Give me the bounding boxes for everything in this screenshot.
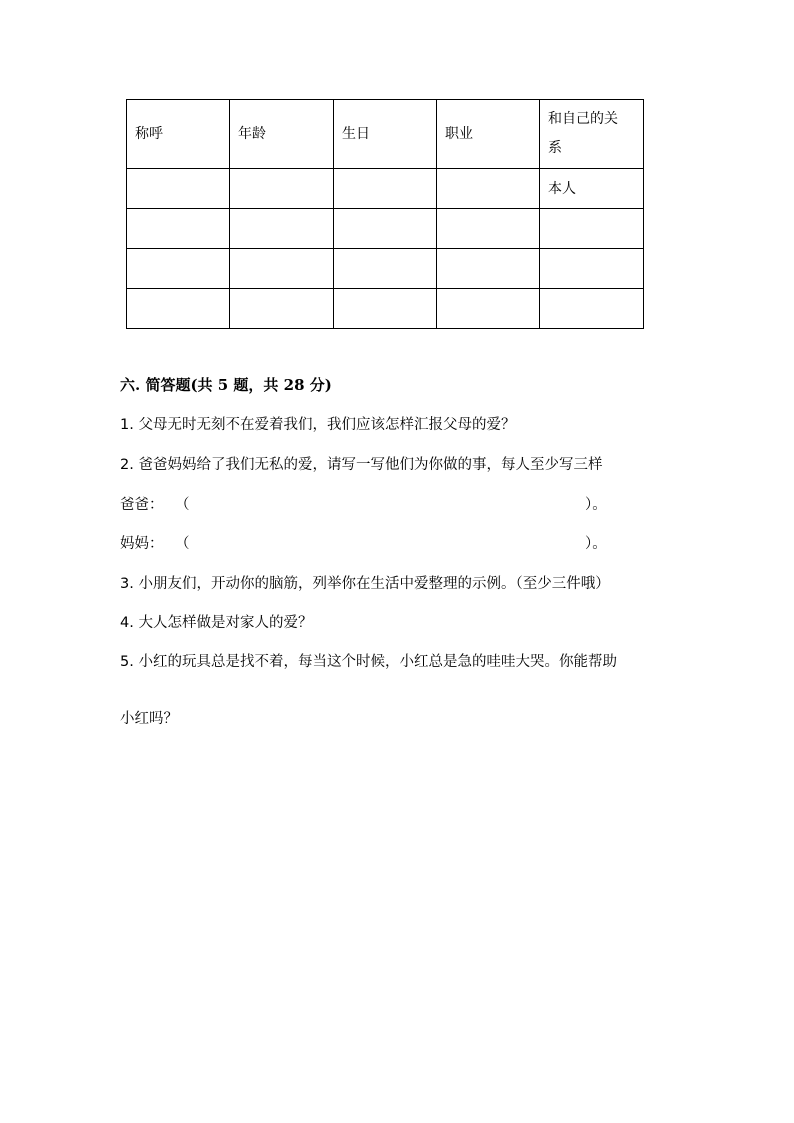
header-cell-job: 职业 xyxy=(437,100,540,169)
table-cell[interactable] xyxy=(437,209,540,249)
question-5-continued: 小红吗？ xyxy=(120,711,178,727)
table-cell[interactable] xyxy=(334,169,437,209)
table-cell[interactable] xyxy=(540,209,644,249)
header-cell-age: 年龄 xyxy=(230,100,334,169)
table-cell[interactable] xyxy=(230,289,334,329)
question-5: 5. 小红的玩具总是找不着，每当这个时候，小红总是急的哇哇大哭。你能帮助 xyxy=(120,654,617,670)
table-cell[interactable] xyxy=(437,289,540,329)
question-1: 1. 父母无时无刻不在爱着我们，我们应该怎样汇报父母的爱？ xyxy=(120,417,516,433)
table-cell[interactable] xyxy=(127,169,230,209)
question-3: 3. 小朋友们，开动你的脑筋，列举你在生活中爱整理的示例。（至少三件哦） xyxy=(120,576,610,592)
question-4: 4. 大人怎样做是对家人的爱？ xyxy=(120,615,313,631)
table-cell[interactable] xyxy=(334,209,437,249)
table-header-row xyxy=(127,100,644,169)
header-relation-line1: 和自己的关 xyxy=(548,111,618,127)
table-row xyxy=(127,169,644,209)
table-cell[interactable] xyxy=(230,209,334,249)
open-paren: （ xyxy=(175,497,190,513)
section-title: 六. 简答题(共 5 题，共 28 分) xyxy=(120,376,332,394)
mom-answer-line[interactable] xyxy=(120,534,607,554)
table-cell[interactable] xyxy=(334,249,437,289)
table-cell[interactable] xyxy=(127,289,230,329)
mom-label: 妈妈： xyxy=(120,536,164,552)
table-cell[interactable] xyxy=(230,249,334,289)
table-row xyxy=(127,209,644,249)
dad-answer-line[interactable] xyxy=(120,495,607,515)
close-paren: ）。 xyxy=(585,536,607,552)
family-info-table xyxy=(126,99,644,329)
table-row xyxy=(127,249,644,289)
dad-label: 爸爸： xyxy=(120,497,164,513)
open-paren: （ xyxy=(175,536,190,552)
header-cell-relation xyxy=(540,100,644,169)
header-relation-line2: 系 xyxy=(548,140,562,156)
header-cell-title: 称呼 xyxy=(127,100,230,169)
table-cell[interactable] xyxy=(437,169,540,209)
close-paren: ）。 xyxy=(585,497,607,513)
table-cell[interactable] xyxy=(127,249,230,289)
header-cell-birthday: 生日 xyxy=(334,100,437,169)
table-cell[interactable] xyxy=(437,249,540,289)
table-cell[interactable] xyxy=(230,169,334,209)
table-cell[interactable] xyxy=(334,289,437,329)
table-row xyxy=(127,289,644,329)
table-cell: 本人 xyxy=(540,169,644,209)
table-cell[interactable] xyxy=(127,209,230,249)
question-2: 2. 爸爸妈妈给了我们无私的爱，请写一写他们为你做的事，每人至少写三样 xyxy=(120,457,603,473)
table-cell[interactable] xyxy=(540,289,644,329)
table-cell[interactable] xyxy=(540,249,644,289)
